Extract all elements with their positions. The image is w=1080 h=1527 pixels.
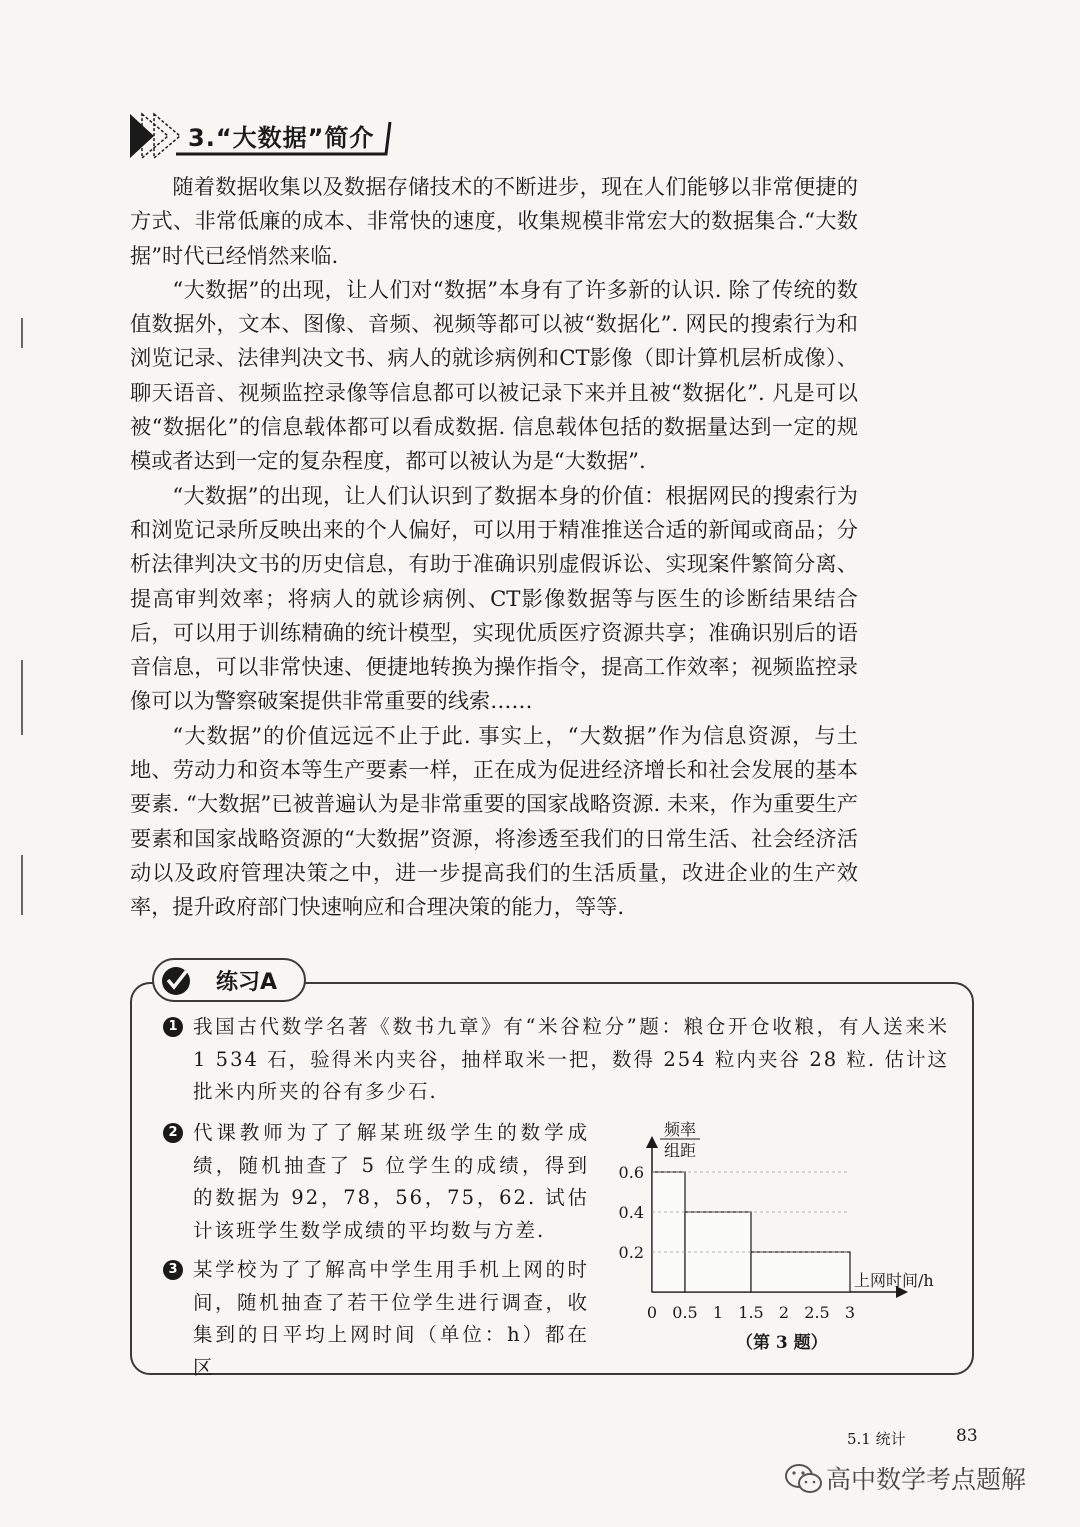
y-axis-label-denominator: 组距 — [664, 1141, 697, 1160]
wechat-icon — [784, 1462, 824, 1496]
problem-2 — [168, 1117, 589, 1247]
figure-caption: （第 3 题） — [736, 1333, 828, 1353]
y-tick-label: 0.4 — [618, 1203, 644, 1222]
paragraph: “大数据”的出现，让人们对“数据”本身有了许多新的认识. 除了传统的数值数据外，文本、图像、音频、视频等都可以被“数据化”. 网民的搜索行为和浏览记录、法律判决文书、病人的就诊病例和CT影像（即计算机层析成像）、聊天语音、视频监控录像等信息都可以被记录下来并且被“数据化”. 凡是可以被“数据化”的信息载体都可以看成数据. 信息载体包括的数据量达到一定的规模或者达到一定的复杂程度，都可以被认为是“大数据”. — [130, 276, 858, 474]
exercise-label: 练习A — [216, 970, 278, 995]
x-tick-label: 2.5 — [804, 1303, 830, 1322]
problem-text: 代课教师为了了解某班级学生的数学成绩，随机抽查了 5 位学生的成绩，得到的数据为 92，78，56，75，62. 试估计该班学生数学成绩的平均数与方差. — [193, 1121, 589, 1242]
margin-mark — [21, 318, 23, 348]
x-tick-label: 0.5 — [672, 1303, 698, 1322]
x-tick-label: 0 — [646, 1303, 658, 1322]
watermark-text: 高中数学考点题解 — [826, 1465, 1027, 1494]
article-body — [130, 170, 858, 925]
problem-text: 某学校为了了解高中学生用手机上网的时间，随机抽查了若干位学生进行调查，收集到的日平均上网时间（单位：h）都在区 — [193, 1258, 589, 1379]
problem-text: 我国古代数学名著《数书九章》有“米谷粒分”题：粮仓开仓收粮，有人送来米 1 534 石，验得米内夹谷，抽样取米一把，数得 254 粒内夹谷 28 粒. 估计这批米内所夹的谷有多少石. — [193, 1015, 949, 1103]
section-title: 3.“大数据”简介 — [188, 124, 375, 152]
paragraph: “大数据”的价值远远不止于此. 事实上，“大数据”作为信息资源，与土地、劳动力和资本等生产要素一样，正在成为促进经济增长和社会发展的基本要素. “大数据”已被普遍认为是非常重要的国家战略资源. 未来，作为重要生产要素和国家战略资源的“大数据”资源，将渗透至我们的日常生活、社会经济活动以及政府管理决策之中，进一步提高我们的生活质量，改进企业的生产效率，提升政府部门快速响应和合理决策的能力，等等. — [130, 722, 858, 920]
x-tick-label: 1.5 — [738, 1303, 764, 1322]
checkmark-badge-icon — [158, 963, 194, 997]
histogram-bar — [652, 1172, 685, 1292]
paragraph: 随着数据收集以及数据存储技术的不断进步，现在人们能够以非常便捷的方式、非常低廉的成本、非常快的速度，收集规模非常宏大的数据集合.“大数据”时代已经悄然来临. — [130, 174, 858, 268]
page-number: 83 — [956, 1426, 978, 1446]
y-tick-label: 0.6 — [618, 1163, 644, 1182]
histogram-bar — [751, 1252, 850, 1292]
problem-1 — [168, 1011, 949, 1109]
margin-mark — [21, 855, 23, 915]
x-tick-label: 1 — [712, 1303, 724, 1322]
margin-mark — [21, 660, 23, 735]
problem-3 — [168, 1254, 589, 1384]
problem-number: 3 — [163, 1260, 183, 1280]
x-tick-label: 3 — [844, 1303, 856, 1322]
histogram-figure — [596, 1110, 976, 1360]
y-tick-label: 0.2 — [618, 1243, 644, 1262]
section-heading — [128, 112, 398, 160]
exercise-tab — [152, 958, 306, 1002]
problem-number: 2 — [163, 1123, 183, 1143]
footer-section-label: 5.1 统计 — [847, 1430, 906, 1448]
y-axis-label-numerator: 频率 — [664, 1120, 697, 1139]
x-tick-label: 2 — [778, 1303, 790, 1322]
problem-number: 1 — [163, 1017, 183, 1037]
x-axis-label: 上网时间/h — [854, 1271, 934, 1290]
paragraph: “大数据”的出现，让人们认识到了数据本身的价值：根据网民的搜索行为和浏览记录所反映出来的个人偏好，可以用于精准推送合适的新闻或商品；分析法律判决文书的历史信息，有助于准确识别虚假诉讼、实现案件繁简分离、提高审判效率；将病人的就诊病例、CT影像数据等与医生的诊断结果结合后，可以用于训练精确的统计模型，实现优质医疗资源共享；准确识别后的语音信息，可以非常快速、便捷地转换为操作指令，提高工作效率；视频监控录像可以为警察破案提供非常重要的线索…… — [130, 482, 858, 714]
histogram-chart — [596, 1110, 976, 1360]
